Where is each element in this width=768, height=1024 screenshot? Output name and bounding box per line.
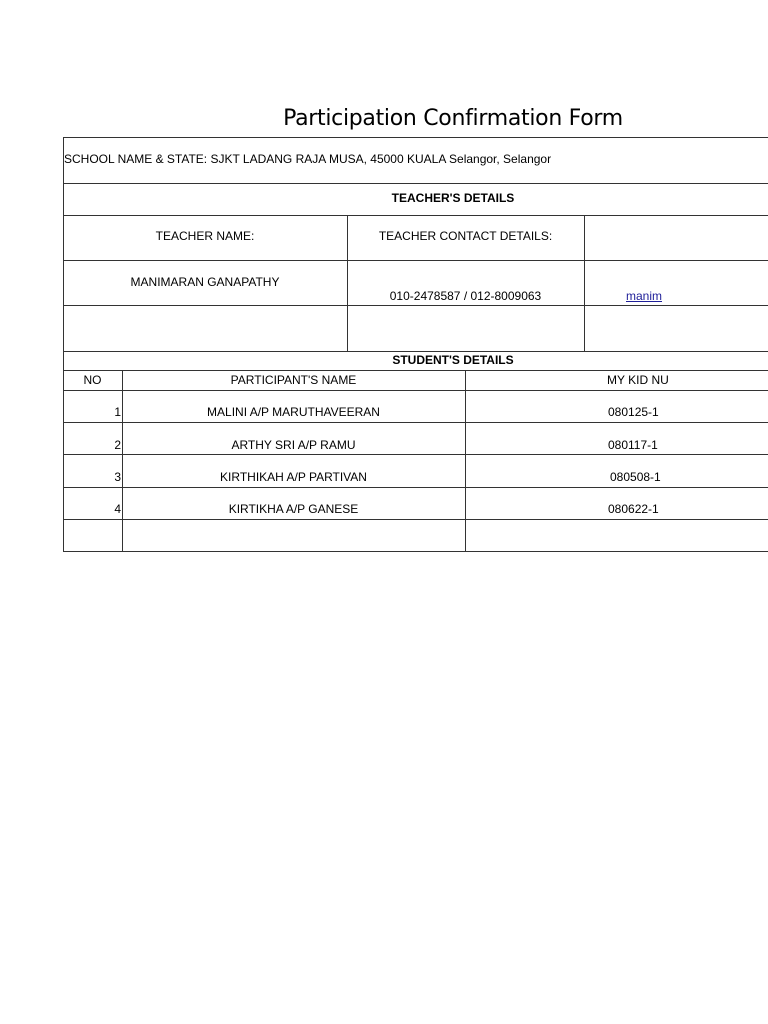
grid-line <box>63 215 768 216</box>
col-header-no: NO <box>83 373 102 387</box>
grid-line <box>63 422 768 423</box>
grid-line <box>63 454 768 455</box>
student-no: 2 <box>114 438 121 452</box>
student-name: KIRTIKHA A/P GANESE <box>228 502 359 516</box>
teacher-phone: 010-2478587 / 012-8009063 <box>389 289 542 303</box>
form-table <box>63 137 768 553</box>
student-no: 4 <box>114 502 121 516</box>
grid-line <box>63 390 768 391</box>
student-mykid: 080622-1 <box>608 502 659 516</box>
grid-line <box>63 351 768 352</box>
col-header-mykid: MY KID NU <box>607 373 669 387</box>
school-name-state: SCHOOL NAME & STATE: SJKT LADANG RAJA MUSA, 45000 KUALA Selangor, Selangor <box>64 152 552 166</box>
grid-line <box>63 305 768 306</box>
form-title: Participation Confirmation Form <box>283 106 623 131</box>
students-section-heading: STUDENT'S DETAILS <box>392 353 514 367</box>
student-no: 3 <box>114 470 121 484</box>
student-mykid: 080508-1 <box>610 470 661 484</box>
grid-line <box>465 370 466 552</box>
grid-line <box>63 519 768 520</box>
student-mykid: 080125-1 <box>608 405 659 419</box>
grid-line <box>63 551 768 552</box>
teachers-section-heading: TEACHER'S DETAILS <box>391 191 515 205</box>
col-header-participant-name: PARTICIPANT'S NAME <box>230 373 357 387</box>
grid-line <box>584 215 585 351</box>
grid-line <box>122 370 123 552</box>
grid-line <box>63 137 768 138</box>
grid-line <box>63 370 768 371</box>
teacher-contact-header: TEACHER CONTACT DETAILS: <box>378 229 553 243</box>
student-name: KIRTHIKAH A/P PARTIVAN <box>220 470 367 484</box>
grid-line <box>63 487 768 488</box>
student-no: 1 <box>114 405 121 419</box>
grid-line <box>63 137 64 552</box>
teacher-email-link[interactable]: manim <box>626 289 663 303</box>
grid-line <box>63 183 768 184</box>
grid-line <box>63 260 768 261</box>
student-name: MALINI A/P MARUTHAVEERAN <box>207 405 380 419</box>
teacher-name-header: TEACHER NAME: <box>155 229 255 243</box>
student-mykid: 080117-1 <box>608 438 658 452</box>
teacher-name: MANIMARAN GANAPATHY <box>130 275 280 289</box>
student-name: ARTHY SRI A/P RAMU <box>231 438 356 452</box>
